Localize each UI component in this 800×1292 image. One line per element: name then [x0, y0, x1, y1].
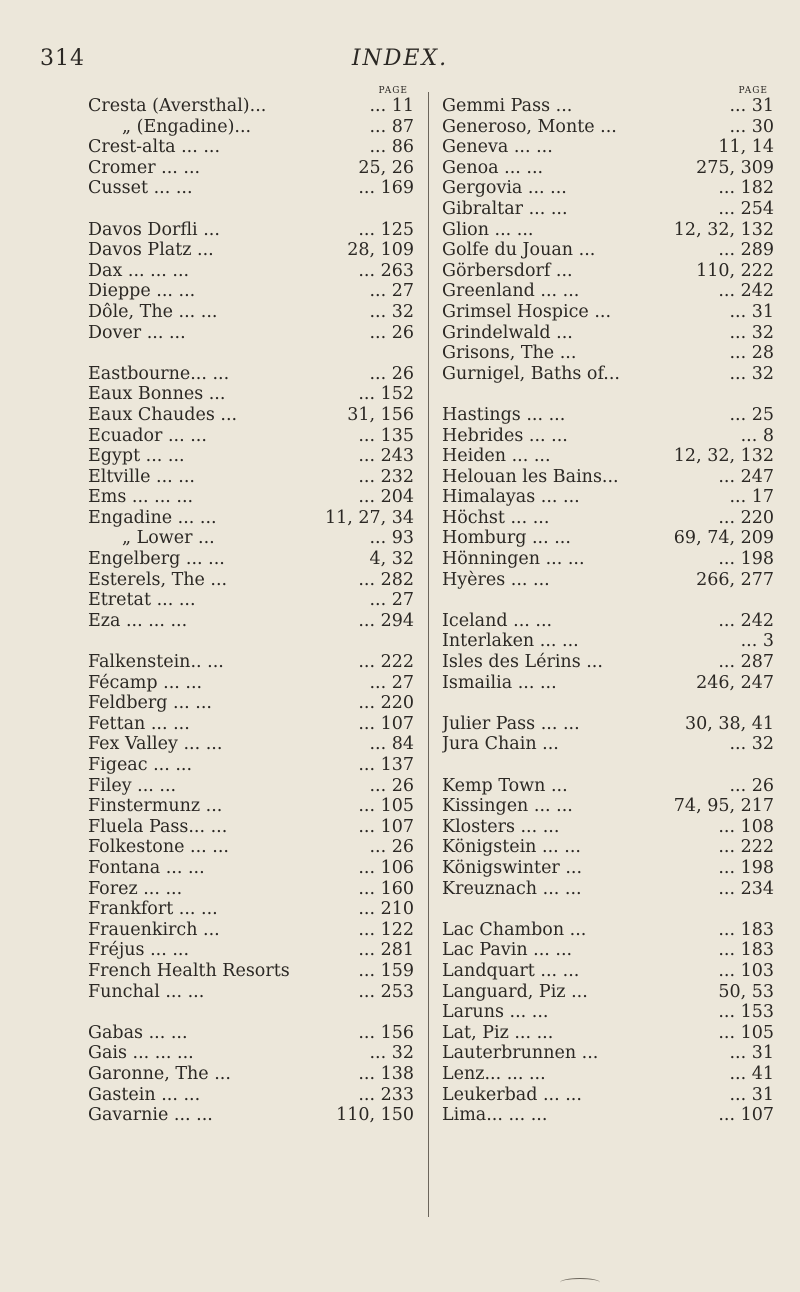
- index-entry: [442, 426, 774, 447]
- entry-pages: 12, 32, 132: [668, 220, 774, 241]
- entry-gap: [88, 631, 414, 652]
- index-entry: [442, 487, 774, 508]
- entry-name: Isles des Lérins ...: [442, 652, 603, 673]
- entry-pages: ... 32: [723, 734, 774, 755]
- entry-gap: [442, 693, 774, 714]
- entry-name: Ems ... ... ...: [88, 487, 194, 508]
- entry-pages: ... 220: [352, 693, 414, 714]
- entry-pages: ... 107: [352, 817, 414, 838]
- entry-pages: 4, 32: [363, 549, 414, 570]
- page-title: INDEX.: [351, 46, 449, 71]
- index-entry: [88, 611, 414, 632]
- entry-name: Lauterbrunnen ...: [442, 1043, 599, 1064]
- entry-pages: ... 31: [723, 96, 774, 117]
- index-entry: [88, 1043, 414, 1064]
- entry-name: Feldberg ... ...: [88, 693, 212, 714]
- entry-name: Gastein ... ...: [88, 1084, 201, 1105]
- entry-name: Languard, Piz ...: [442, 981, 588, 1002]
- entry-name: Kemp Town ...: [442, 775, 568, 796]
- index-entry: [442, 178, 774, 199]
- index-entry: [442, 714, 774, 735]
- entry-pages: ... 32: [363, 302, 414, 323]
- entry-pages: ... 169: [352, 178, 414, 199]
- column-divider: [428, 92, 429, 1217]
- entry-name: Eaux Chaudes ...: [88, 404, 238, 425]
- entry-pages: ... 282: [352, 570, 414, 591]
- entry-name: Fréjus ... ...: [88, 940, 190, 961]
- entry-pages: ... 137: [352, 755, 414, 776]
- entry-pages: ... 289: [712, 240, 774, 261]
- entry-pages: ... 198: [712, 549, 774, 570]
- entry-pages: 50, 53: [712, 982, 774, 1003]
- entry-pages: ... 135: [352, 426, 414, 447]
- entry-name: Höchst ... ...: [442, 507, 550, 528]
- entry-name: Gergovia ... ...: [442, 178, 567, 199]
- index-entry: [88, 158, 414, 179]
- index-entry: [88, 982, 414, 1003]
- entry-name: Eastbourne... ...: [88, 363, 230, 384]
- index-entry: [88, 117, 414, 138]
- page-header: [0, 46, 800, 76]
- entry-gap: [442, 755, 774, 776]
- index-entry: [88, 693, 414, 714]
- index-entry: [88, 920, 414, 941]
- entry-name: Fettan ... ...: [88, 713, 190, 734]
- index-entry: [442, 528, 774, 549]
- entry-name: Klosters ... ...: [442, 816, 560, 837]
- entry-name: Gibraltar ... ...: [442, 198, 568, 219]
- index-entry: [442, 158, 774, 179]
- index-entry: [442, 1105, 774, 1126]
- entry-name: Hebrides ... ...: [442, 425, 568, 446]
- bottom-ornament: [560, 1278, 600, 1287]
- entry-pages: ... 32: [363, 1043, 414, 1064]
- index-entry: [442, 281, 774, 302]
- index-entry: [88, 467, 414, 488]
- entry-pages: ... 281: [352, 940, 414, 961]
- entry-pages: ... 41: [723, 1064, 774, 1085]
- entry-pages: ... 222: [352, 652, 414, 673]
- index-entry: [442, 817, 774, 838]
- index-column-left: [88, 86, 414, 1126]
- index-entry: [88, 240, 414, 261]
- entry-pages: ... 87: [363, 117, 414, 138]
- entry-name: Gurnigel, Baths of...: [442, 363, 620, 384]
- entry-name: „ Lower ...: [122, 528, 215, 549]
- entry-pages: ... 93: [363, 528, 414, 549]
- entry-name: Forez ... ...: [88, 878, 183, 899]
- entry-name: Hönningen ... ...: [442, 549, 585, 570]
- entry-pages: ... 210: [352, 899, 414, 920]
- index-entry: [88, 858, 414, 879]
- entry-name: Genoa ... ...: [442, 157, 544, 178]
- entry-pages: ... 27: [363, 281, 414, 302]
- entry-name: Fluela Pass... ...: [88, 816, 228, 837]
- entry-pages: ... 233: [352, 1085, 414, 1106]
- index-entry: [442, 776, 774, 797]
- entry-gap: [442, 384, 774, 405]
- entry-pages: ... 287: [712, 652, 774, 673]
- index-entry: [442, 920, 774, 941]
- entry-name: Lima... ... ...: [442, 1105, 548, 1126]
- entry-name: Frauenkirch ...: [88, 919, 220, 940]
- entry-pages: 25, 26: [352, 158, 414, 179]
- entry-pages: ... 183: [712, 920, 774, 941]
- index-entry: [88, 487, 414, 508]
- entry-pages: ... 32: [723, 323, 774, 344]
- index-entry: [88, 673, 414, 694]
- entry-pages: 110, 150: [330, 1105, 414, 1126]
- index-entry: [88, 714, 414, 735]
- entry-pages: ... 26: [363, 323, 414, 344]
- index-entry: [442, 137, 774, 158]
- index-entry: [88, 590, 414, 611]
- index-entry: [442, 1085, 774, 1106]
- entry-name: Dover ... ...: [88, 322, 186, 343]
- entry-pages: 266, 277: [690, 570, 774, 591]
- entry-pages: ... 108: [712, 817, 774, 838]
- entry-name: Grimsel Hospice ...: [442, 301, 612, 322]
- entry-pages: ... 31: [723, 1043, 774, 1064]
- index-entry: [88, 570, 414, 591]
- index-entries-left: [88, 96, 414, 1126]
- entry-name: Cromer ... ...: [88, 157, 201, 178]
- entry-pages: ... 182: [712, 178, 774, 199]
- page-number: 314: [40, 46, 85, 71]
- entry-pages: ... 247: [712, 467, 774, 488]
- index-entry: [442, 1043, 774, 1064]
- entry-name: Cresta (Aversthal)...: [88, 96, 267, 116]
- index-entry: [88, 837, 414, 858]
- index-entry: [88, 755, 414, 776]
- entry-pages: 110, 222: [690, 261, 774, 282]
- entry-pages: ... 160: [352, 879, 414, 900]
- index-entry: [442, 940, 774, 961]
- index-entry: [88, 405, 414, 426]
- entry-name: Grisons, The ...: [442, 343, 577, 364]
- entry-gap: [442, 899, 774, 920]
- entry-pages: 275, 309: [690, 158, 774, 179]
- index-entry: [442, 961, 774, 982]
- entry-name: Himalayas ... ...: [442, 487, 580, 508]
- entry-name: Lac Chambon ...: [442, 919, 587, 940]
- entry-name: Heiden ... ...: [442, 446, 551, 467]
- index-entry: [88, 364, 414, 385]
- index-entry: [88, 899, 414, 920]
- entry-name: Engadine ... ...: [88, 507, 217, 528]
- index-entry: [442, 1064, 774, 1085]
- entry-name: Helouan les Bains...: [442, 466, 619, 487]
- index-entry: [442, 96, 774, 117]
- entry-pages: ... 26: [363, 364, 414, 385]
- entry-pages: ... 242: [712, 281, 774, 302]
- index-entry: [442, 611, 774, 632]
- entry-pages: ... 31: [723, 1085, 774, 1106]
- index-entry: [442, 796, 774, 817]
- entry-pages: ... 105: [712, 1023, 774, 1044]
- entry-name: Filey ... ...: [88, 775, 177, 796]
- entry-pages: ... 254: [712, 199, 774, 220]
- entry-pages: ... 242: [712, 611, 774, 632]
- entry-name: Eltville ... ...: [88, 466, 195, 487]
- entry-pages: 69, 74, 209: [668, 528, 774, 549]
- entry-gap: [88, 199, 414, 220]
- index-entry: [442, 405, 774, 426]
- index-entry: [88, 734, 414, 755]
- entry-name: Golfe du Jouan ...: [442, 240, 596, 261]
- entry-pages: ... 234: [712, 879, 774, 900]
- index-entry: [442, 220, 774, 241]
- entry-pages: ... 84: [363, 734, 414, 755]
- entry-pages: ... 86: [363, 137, 414, 158]
- entry-name: Iceland ... ...: [442, 610, 553, 631]
- index-entry: [88, 652, 414, 673]
- entry-pages: ... 152: [352, 384, 414, 405]
- entry-name: Leukerbad ... ...: [442, 1084, 582, 1105]
- entry-name: Dax ... ... ...: [88, 260, 190, 281]
- index-entry: [442, 734, 774, 755]
- entry-name: Gemmi Pass ...: [442, 96, 573, 116]
- entry-pages: ... 25: [723, 405, 774, 426]
- entry-pages: ... 3: [735, 631, 774, 652]
- entry-name: Görbersdorf ...: [442, 260, 573, 281]
- index-entry: [442, 652, 774, 673]
- entry-pages: ... 243: [352, 446, 414, 467]
- entry-pages: ... 106: [352, 858, 414, 879]
- entry-pages: ... 28: [723, 343, 774, 364]
- entry-name: Folkestone ... ...: [88, 837, 229, 858]
- entry-name: Königstein ... ...: [442, 837, 581, 858]
- entry-name: Lat, Piz ... ...: [442, 1022, 554, 1043]
- index-entry: [88, 1023, 414, 1044]
- entry-name: Cusset ... ...: [88, 178, 193, 199]
- entry-name: Frankfort ... ...: [88, 899, 218, 920]
- entry-gap: [442, 590, 774, 611]
- entry-name: Homburg ... ...: [442, 528, 571, 549]
- entry-pages: ... 153: [712, 1002, 774, 1023]
- index-entry: [88, 796, 414, 817]
- index-entry: [88, 528, 414, 549]
- entry-gap: [88, 1002, 414, 1023]
- index-entry: [88, 817, 414, 838]
- index-entry: [88, 137, 414, 158]
- index-entry: [442, 879, 774, 900]
- entry-name: Interlaken ... ...: [442, 631, 579, 652]
- index-entry: [88, 446, 414, 467]
- entry-pages: ... 26: [363, 776, 414, 797]
- entry-name: Gabas ... ...: [88, 1022, 188, 1043]
- index-entry: [442, 467, 774, 488]
- entry-pages: ... 8: [735, 426, 774, 447]
- entry-name: Ecuador ... ...: [88, 425, 207, 446]
- entry-pages: ... 107: [352, 714, 414, 735]
- entry-pages: ... 222: [712, 837, 774, 858]
- entry-name: Funchal ... ...: [88, 981, 205, 1002]
- entry-name: Crest-alta ... ...: [88, 137, 221, 158]
- index-entry: [442, 508, 774, 529]
- entry-name: Falkenstein.. ...: [88, 652, 224, 673]
- index-entry: [88, 961, 414, 982]
- entry-name: Esterels, The ...: [88, 569, 228, 590]
- entry-name: Garonne, The ...: [88, 1063, 231, 1084]
- index-entry: [442, 117, 774, 138]
- entry-pages: ... 220: [712, 508, 774, 529]
- index-entry: [442, 343, 774, 364]
- entry-name: Davos Platz ...: [88, 240, 214, 261]
- entry-pages: 28, 109: [341, 240, 414, 261]
- entry-pages: ... 183: [712, 940, 774, 961]
- entry-name: Fontana ... ...: [88, 857, 205, 878]
- entry-pages: ... 253: [352, 982, 414, 1003]
- entry-name: Eza ... ... ...: [88, 610, 188, 631]
- index-entry: [442, 261, 774, 282]
- index-entry: [88, 426, 414, 447]
- entry-name: Lac Pavin ... ...: [442, 940, 573, 961]
- index-column-right: [442, 86, 774, 1126]
- entry-name: French Health Resorts: [88, 960, 290, 981]
- entry-pages: ... 232: [352, 467, 414, 488]
- index-entry: [442, 199, 774, 220]
- entry-name: Grindelwald ...: [442, 322, 573, 343]
- entry-pages: ... 125: [352, 220, 414, 241]
- entry-name: Finstermunz ...: [88, 796, 223, 817]
- index-entry: [442, 1023, 774, 1044]
- index-entry: [88, 178, 414, 199]
- entry-name: Hastings ... ...: [442, 404, 566, 425]
- entry-name: Generoso, Monte ...: [442, 116, 617, 137]
- column-page-heading: PAGE: [378, 86, 408, 96]
- entry-pages: ... 156: [352, 1023, 414, 1044]
- entry-name: Dieppe ... ...: [88, 281, 196, 302]
- entry-name: Glion ... ...: [442, 219, 534, 240]
- entry-name: Engelberg ... ...: [88, 549, 225, 570]
- entry-name: Etretat ... ...: [88, 590, 196, 611]
- entry-pages: ... 294: [352, 611, 414, 632]
- entry-pages: ... 27: [363, 673, 414, 694]
- entry-pages: 11, 14: [712, 137, 774, 158]
- entry-name: Hyères ... ...: [442, 569, 550, 590]
- entry-name: Davos Dorfli ...: [88, 219, 220, 240]
- entry-pages: 31, 156: [341, 405, 414, 426]
- index-entry: [88, 1105, 414, 1126]
- entry-name: Gavarnie ... ...: [88, 1105, 213, 1126]
- index-entry: [88, 220, 414, 241]
- entry-pages: 246, 247: [690, 673, 774, 694]
- entry-pages: ... 26: [363, 837, 414, 858]
- entry-name: Landquart ... ...: [442, 960, 580, 981]
- index-entry: [442, 1002, 774, 1023]
- index-entry: [442, 302, 774, 323]
- entry-pages: 74, 95, 217: [668, 796, 774, 817]
- entry-name: Ismailia ... ...: [442, 672, 557, 693]
- index-entry: [442, 549, 774, 570]
- entry-name: Jura Chain ...: [442, 734, 559, 755]
- index-entry: [88, 1064, 414, 1085]
- index-entry: [88, 302, 414, 323]
- index-entry: [442, 673, 774, 694]
- index-entry: [88, 281, 414, 302]
- index-entry: [442, 858, 774, 879]
- index-entry: [442, 364, 774, 385]
- entry-pages: ... 204: [352, 487, 414, 508]
- entry-pages: ... 107: [712, 1105, 774, 1126]
- index-entries-right: [442, 96, 774, 1126]
- index-entry: [442, 570, 774, 591]
- column-page-heading: PAGE: [738, 86, 768, 96]
- index-entry: [442, 631, 774, 652]
- entry-pages: ... 17: [723, 487, 774, 508]
- entry-pages: ... 11: [363, 96, 414, 117]
- index-entry: [442, 837, 774, 858]
- index-entry: [88, 261, 414, 282]
- entry-name: Egypt ... ...: [88, 446, 185, 467]
- entry-pages: ... 30: [723, 117, 774, 138]
- entry-name: Gais ... ... ...: [88, 1043, 194, 1064]
- index-entry: [442, 982, 774, 1003]
- entry-gap: [88, 343, 414, 364]
- entry-pages: ... 27: [363, 590, 414, 611]
- entry-pages: ... 263: [352, 261, 414, 282]
- entry-name: Fex Valley ... ...: [88, 734, 223, 755]
- index-entry: [88, 508, 414, 529]
- entry-name: Geneva ... ...: [442, 137, 553, 158]
- index-entry: [88, 940, 414, 961]
- index-entry: [88, 879, 414, 900]
- entry-name: „ (Engadine)...: [122, 116, 252, 137]
- entry-name: Kissingen ... ...: [442, 796, 573, 817]
- index-entry: [442, 446, 774, 467]
- entry-name: Figeac ... ...: [88, 755, 193, 775]
- entry-name: Eaux Bonnes ...: [88, 384, 226, 405]
- entry-pages: 11, 27, 34: [319, 508, 414, 529]
- entry-pages: ... 32: [723, 364, 774, 385]
- entry-pages: ... 105: [352, 796, 414, 817]
- index-entry: [442, 323, 774, 344]
- entry-pages: 30, 38, 41: [679, 714, 774, 735]
- entry-pages: ... 26: [723, 776, 774, 797]
- entry-pages: ... 31: [723, 302, 774, 323]
- index-entry: [88, 776, 414, 797]
- index-entry: [88, 549, 414, 570]
- entry-pages: ... 198: [712, 858, 774, 879]
- entry-pages: 12, 32, 132: [668, 446, 774, 467]
- index-entry: [88, 384, 414, 405]
- entry-name: Greenland ... ...: [442, 281, 580, 302]
- entry-name: Dôle, The ... ...: [88, 301, 218, 322]
- entry-pages: ... 122: [352, 920, 414, 941]
- entry-name: Königswinter ...: [442, 857, 583, 878]
- entry-name: Lenz... ... ...: [442, 1063, 546, 1084]
- entry-name: Fécamp ... ...: [88, 672, 203, 693]
- entry-name: Julier Pass ... ...: [442, 713, 580, 734]
- index-entry: [88, 96, 414, 117]
- index-entry: [442, 240, 774, 261]
- entry-pages: ... 159: [352, 961, 414, 982]
- entry-pages: ... 138: [352, 1064, 414, 1085]
- index-entry: [88, 1085, 414, 1106]
- entry-pages: ... 103: [712, 961, 774, 982]
- entry-name: Kreuznach ... ...: [442, 878, 582, 899]
- index-entry: [88, 323, 414, 344]
- entry-name: Laruns ... ...: [442, 1002, 549, 1023]
